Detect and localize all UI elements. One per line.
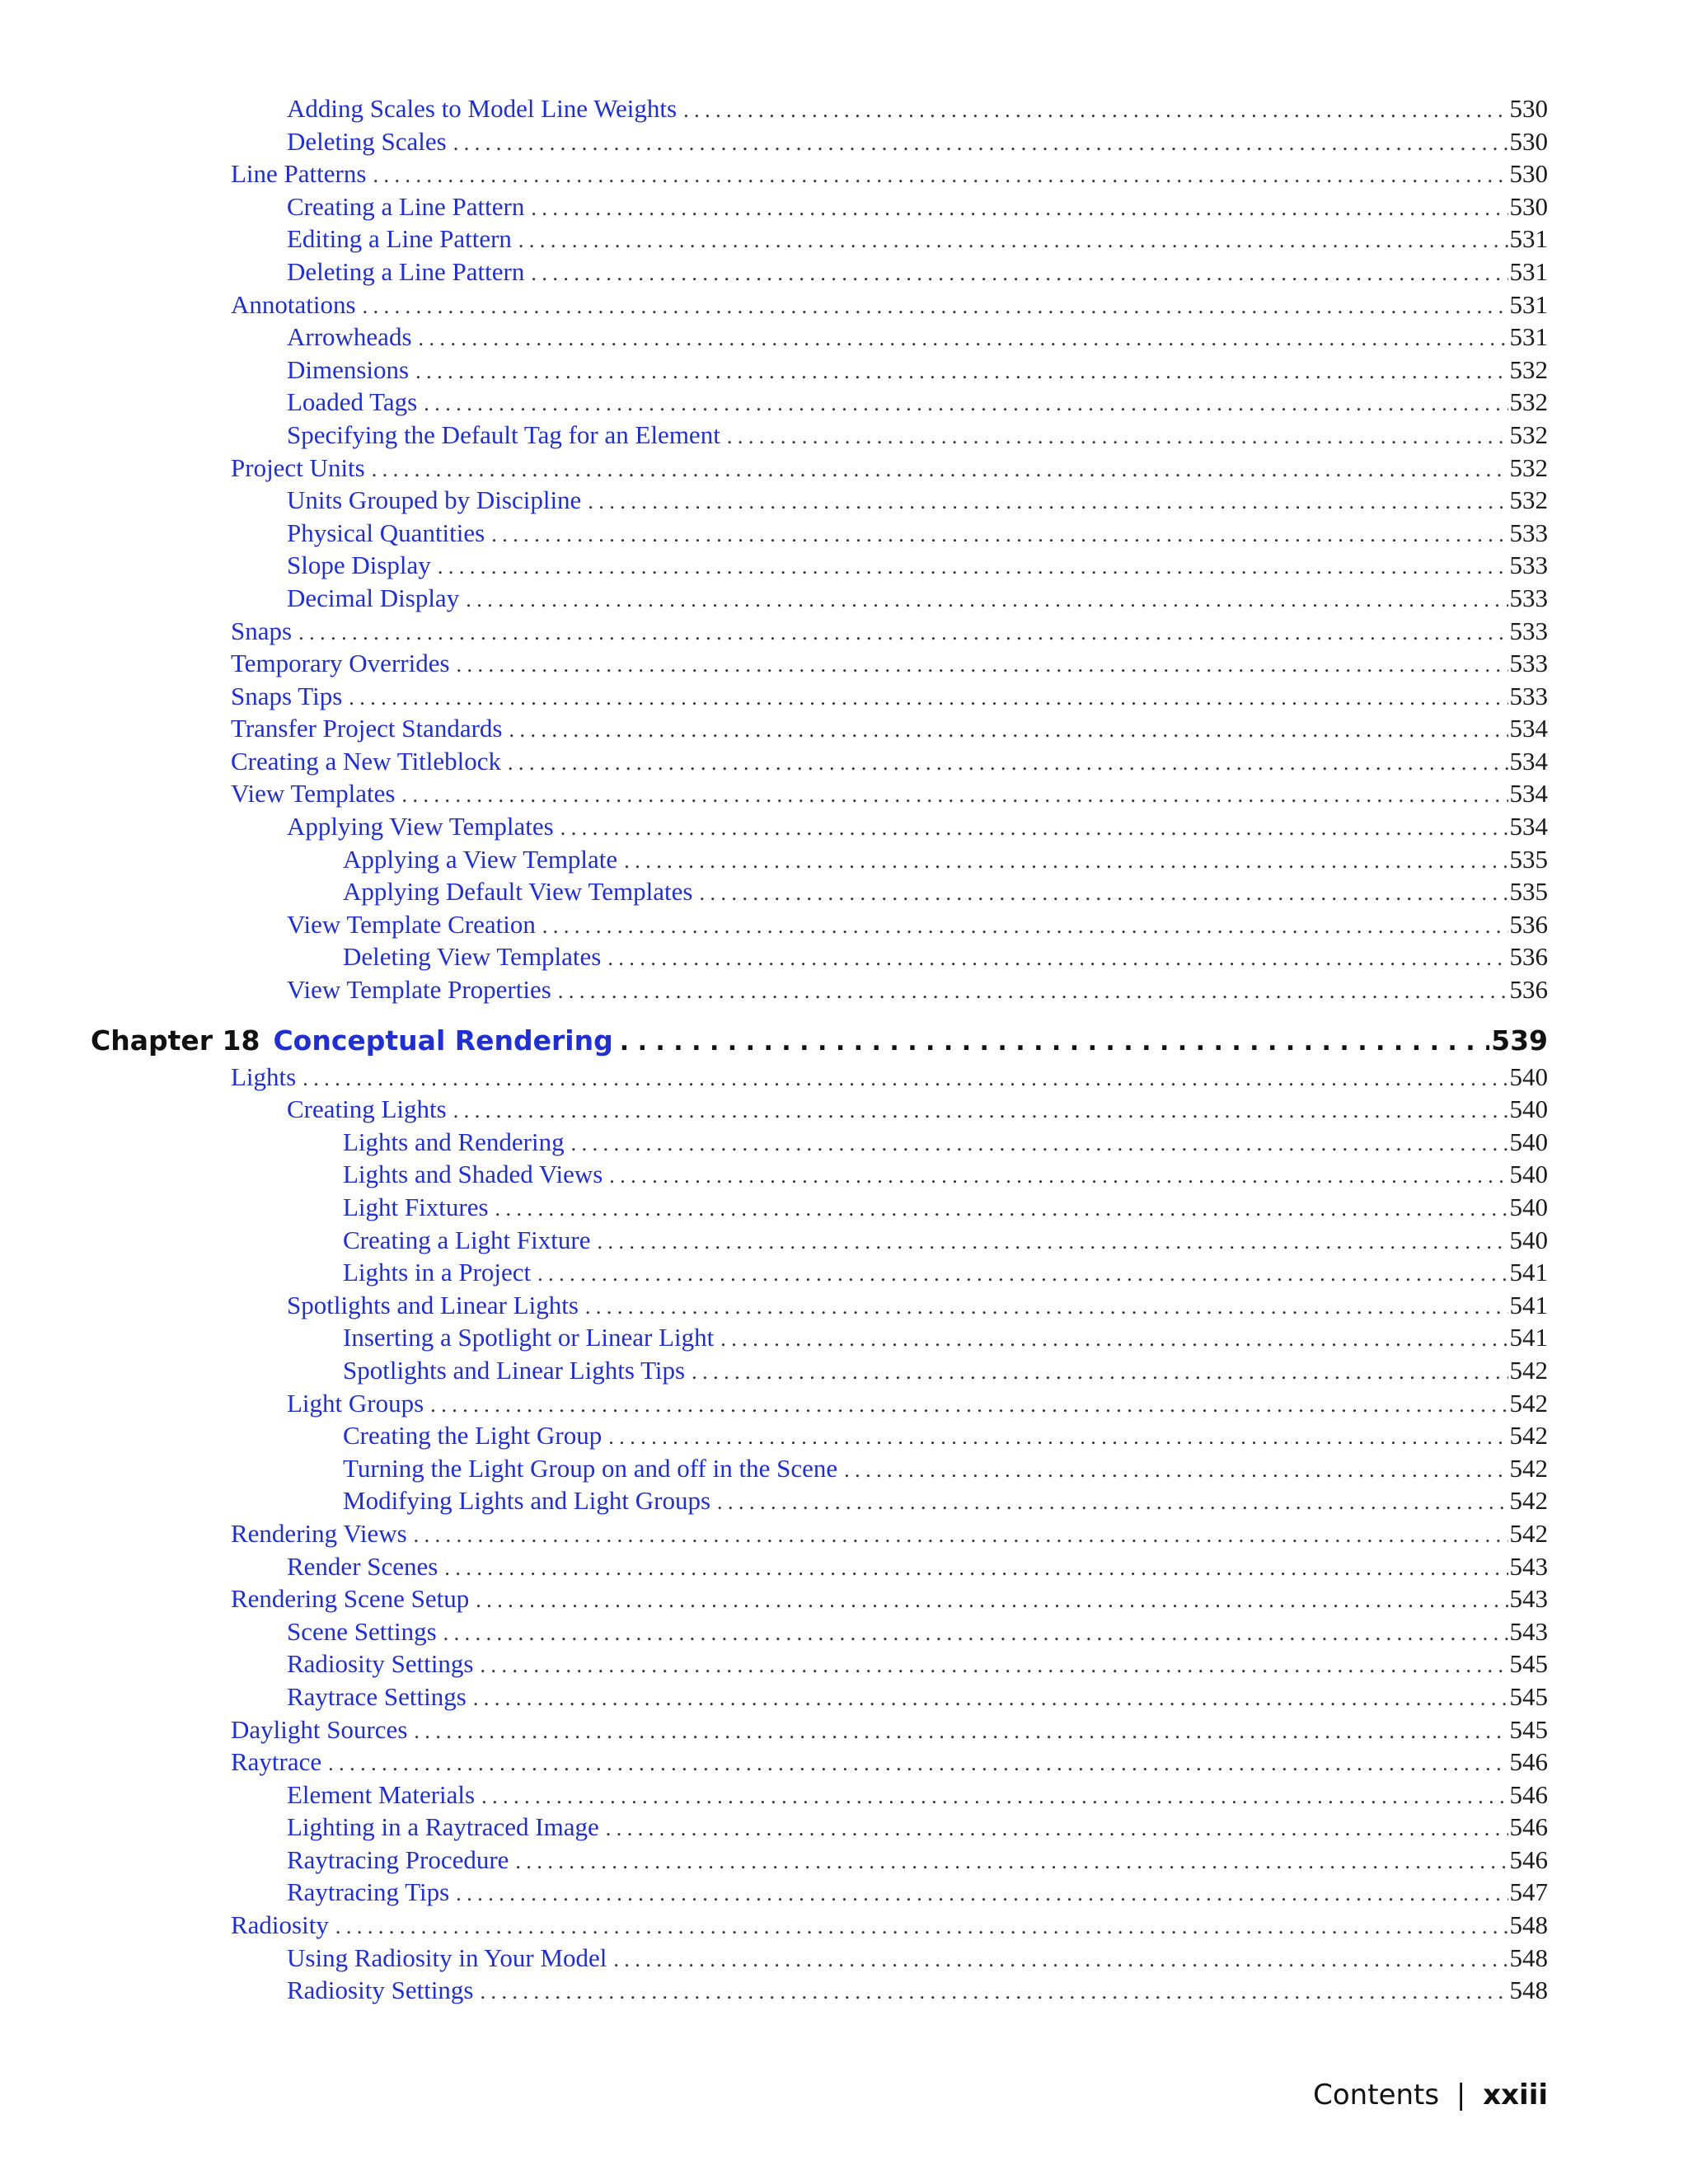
dot-leader	[328, 1751, 1507, 1776]
toc-entry-page-number: 546	[1509, 1779, 1548, 1809]
toc-entry-title-link[interactable]: View Template Properties	[287, 975, 551, 1005]
dot-leader	[508, 751, 1507, 776]
toc-entry-page-number: 541	[1509, 1290, 1548, 1319]
toc-entry[interactable]	[91, 1943, 1548, 1976]
toc-entry-title-link[interactable]: Turning the Light Group on and off in the Scene	[343, 1453, 838, 1483]
dot-leader	[624, 849, 1507, 874]
toc-entry-title-link[interactable]: Daylight Sources	[231, 1714, 408, 1744]
table-of-contents	[91, 94, 1548, 2008]
toc-entry[interactable]	[91, 975, 1548, 1008]
toc-entry-page-number: 532	[1509, 387, 1548, 417]
toc-entry-title-link[interactable]: Editing a Line Pattern	[287, 224, 512, 254]
toc-entry[interactable]	[91, 387, 1548, 420]
toc-entry-title-link[interactable]: Render Scenes	[287, 1551, 438, 1581]
dot-leader	[481, 1784, 1507, 1809]
toc-entry-page-number: 535	[1509, 877, 1548, 907]
toc-entry-title-link[interactable]: Deleting a Line Pattern	[287, 256, 525, 286]
toc-entries-before-chapter	[91, 94, 1548, 1008]
chapter-heading[interactable]	[91, 1024, 1548, 1061]
dot-leader	[558, 979, 1508, 1004]
toc-entry[interactable]	[91, 1519, 1548, 1552]
toc-entry-title-link[interactable]: Snaps Tips	[231, 681, 343, 710]
toc-entry[interactable]	[91, 1552, 1548, 1585]
toc-entry-title-link[interactable]: Scene Settings	[287, 1616, 437, 1646]
toc-entry[interactable]	[91, 1845, 1548, 1878]
dot-leader	[518, 228, 1508, 253]
toc-entry[interactable]	[91, 224, 1548, 257]
dot-leader	[585, 1295, 1508, 1319]
toc-entry[interactable]	[91, 1910, 1548, 1943]
dot-leader	[414, 1523, 1508, 1548]
toc-entry[interactable]	[91, 942, 1548, 975]
toc-entry[interactable]	[91, 1356, 1548, 1389]
toc-entry-page-number: 542	[1509, 1388, 1548, 1418]
footer-separator: |	[1456, 2079, 1466, 2111]
toc-entry-page-number: 530	[1509, 159, 1548, 189]
toc-entry[interactable]	[91, 1975, 1548, 2008]
dot-leader	[457, 653, 1508, 677]
toc-entry[interactable]	[91, 682, 1548, 715]
toc-entry-title-link[interactable]: Radiosity Settings	[287, 1975, 474, 2005]
dot-leader	[419, 326, 1508, 351]
toc-entry-page-number: 542	[1509, 1486, 1548, 1516]
toc-entry-page-number: 534	[1509, 714, 1548, 743]
toc-entry-title-link[interactable]: Decimal Display	[287, 583, 460, 612]
toc-entry-page-number: 541	[1509, 1323, 1548, 1352]
dot-leader	[373, 163, 1507, 188]
toc-entry-title-link[interactable]: Raytrace	[231, 1747, 322, 1777]
toc-entry-page-number: 540	[1509, 1127, 1548, 1156]
dot-leader	[844, 1458, 1507, 1483]
toc-entry[interactable]	[91, 616, 1548, 649]
toc-entry-title-link[interactable]: Element Materials	[287, 1779, 476, 1809]
toc-entry-title-link[interactable]: Transfer Project Standards	[231, 714, 503, 743]
toc-entry-page-number: 533	[1509, 518, 1548, 547]
toc-entry-title-link[interactable]: Rendering Scene Setup	[231, 1584, 470, 1614]
toc-entry-title-link[interactable]: Raytracing Procedure	[287, 1844, 509, 1874]
toc-entry[interactable]	[91, 1226, 1548, 1258]
toc-entry[interactable]	[91, 779, 1548, 812]
toc-entry-title-link[interactable]: Creating a Line Pattern	[287, 191, 525, 221]
dot-leader	[424, 391, 1507, 416]
toc-entry[interactable]	[91, 127, 1548, 160]
dot-leader	[430, 1393, 1507, 1418]
toc-entry-page-number: 546	[1509, 1844, 1548, 1874]
toc-entry-title-link[interactable]: Light Groups	[287, 1388, 424, 1418]
toc-entry[interactable]	[91, 453, 1548, 486]
toc-entry-title-link[interactable]: Applying View Templates	[287, 812, 554, 841]
toc-entry[interactable]	[91, 1780, 1548, 1813]
toc-entry-page-number: 548	[1509, 1910, 1548, 1940]
toc-entry[interactable]	[91, 257, 1548, 290]
toc-entry-title-link[interactable]: Raytracing Tips	[287, 1877, 450, 1907]
toc-entry[interactable]	[91, 1715, 1548, 1748]
toc-entry-title-link[interactable]: Dimensions	[287, 354, 410, 384]
toc-entry[interactable]	[91, 1160, 1548, 1193]
dot-leader	[443, 1621, 1508, 1646]
dot-leader	[692, 1360, 1507, 1385]
toc-entry-title-link[interactable]: Spotlights and Linear Lights Tips	[343, 1355, 686, 1385]
toc-entry[interactable]	[91, 1094, 1548, 1127]
toc-entry[interactable]	[91, 1486, 1548, 1519]
toc-entry-title-link[interactable]: Deleting Scales	[287, 126, 447, 156]
dot-leader	[481, 1980, 1508, 2004]
toc-entry-page-number: 542	[1509, 1453, 1548, 1483]
dot-leader	[727, 424, 1508, 449]
toc-entry[interactable]	[91, 910, 1548, 943]
toc-entry-page-number: 532	[1509, 452, 1548, 482]
dot-leader	[620, 1028, 1489, 1057]
dot-leader	[476, 1588, 1507, 1613]
toc-entry-page-number: 531	[1509, 256, 1548, 286]
dot-leader	[531, 261, 1507, 286]
dot-leader	[438, 555, 1508, 579]
dot-leader	[613, 1947, 1507, 1972]
dot-leader	[444, 1556, 1507, 1581]
toc-entry[interactable]	[91, 583, 1548, 616]
dot-leader	[609, 1164, 1507, 1188]
toc-entry[interactable]	[91, 1193, 1548, 1226]
toc-entry-page-number: 533	[1509, 616, 1548, 645]
dot-leader	[466, 588, 1507, 612]
toc-entry-page-number: 541	[1509, 1258, 1548, 1287]
toc-entry-title-link[interactable]: Arrowheads	[287, 322, 412, 352]
dot-leader	[537, 1262, 1507, 1286]
toc-entry-title-link[interactable]: Using Radiosity in Your Model	[287, 1943, 607, 1972]
dot-leader	[495, 1197, 1508, 1221]
toc-entry-page-number: 548	[1509, 1975, 1548, 2005]
dot-leader	[608, 1425, 1507, 1450]
toc-entry[interactable]	[91, 485, 1548, 518]
toc-entry-title-link[interactable]: Light Fixtures	[343, 1193, 489, 1221]
dot-leader	[531, 196, 1507, 221]
toc-entry-title-link[interactable]: Annotations	[231, 289, 356, 319]
toc-entry[interactable]	[91, 1812, 1548, 1845]
toc-entry-page-number: 540	[1509, 1193, 1548, 1221]
toc-entry-page-number: 543	[1509, 1616, 1548, 1646]
toc-entry[interactable]	[91, 1682, 1548, 1715]
dot-leader	[481, 1653, 1508, 1678]
toc-entry[interactable]	[91, 420, 1548, 453]
toc-entry[interactable]	[91, 192, 1548, 225]
toc-entry[interactable]	[91, 1291, 1548, 1324]
toc-entry-page-number: 532	[1509, 419, 1548, 449]
toc-entry-title-link[interactable]: Creating a New Titleblock	[231, 746, 502, 776]
toc-entry-page-number: 548	[1509, 1943, 1548, 1972]
toc-entry[interactable]	[91, 812, 1548, 845]
toc-entry[interactable]	[91, 1421, 1548, 1454]
toc-entry-page-number: 534	[1509, 812, 1548, 841]
toc-entry-page-number: 540	[1509, 1160, 1548, 1189]
toc-entry[interactable]	[91, 1877, 1548, 1910]
toc-entry-page-number: 533	[1509, 583, 1548, 612]
chapter-title-link[interactable]: Conceptual Rendering	[273, 1024, 613, 1057]
toc-entry-title-link[interactable]: Raytrace Settings	[287, 1681, 467, 1711]
toc-entry-title-link[interactable]: Lights and Shaded Views	[343, 1160, 603, 1189]
toc-entry-page-number: 535	[1509, 844, 1548, 874]
toc-entry[interactable]	[91, 1747, 1548, 1780]
toc-entry-page-number: 536	[1509, 909, 1548, 939]
toc-entry-title-link[interactable]: Line Patterns	[231, 159, 367, 189]
dot-leader	[588, 490, 1507, 514]
toc-entry-title-link[interactable]: Applying a View Template	[343, 844, 618, 874]
toc-entry-page-number: 545	[1509, 1681, 1548, 1711]
toc-entry-page-number: 540	[1509, 1062, 1548, 1091]
toc-entry-title-link[interactable]: Loaded Tags	[287, 387, 418, 417]
toc-entry[interactable]	[91, 1258, 1548, 1291]
dot-leader	[453, 131, 1508, 156]
toc-entry-title-link[interactable]: Project Units	[231, 452, 365, 482]
chapter-page-number: 539	[1491, 1024, 1548, 1057]
dot-leader	[298, 621, 1507, 645]
toc-entry-page-number: 531	[1509, 289, 1548, 319]
toc-entry-page-number: 531	[1509, 224, 1548, 254]
page-footer	[1313, 2079, 1548, 2111]
toc-entry-title-link[interactable]: Temporary Overrides	[231, 649, 450, 678]
toc-entry[interactable]	[91, 1617, 1548, 1650]
toc-entry[interactable]	[91, 845, 1548, 878]
toc-entry-title-link[interactable]: Applying Default View Templates	[343, 877, 693, 907]
toc-entry[interactable]	[91, 551, 1548, 583]
toc-entry-title-link[interactable]: Creating the Light Group	[343, 1421, 603, 1451]
toc-entry-page-number: 542	[1509, 1421, 1548, 1451]
dot-leader	[456, 1882, 1507, 1906]
dot-leader	[720, 1327, 1507, 1352]
toc-entry[interactable]	[91, 1649, 1548, 1682]
dot-leader	[401, 783, 1507, 808]
toc-entries-after-chapter	[91, 1062, 1548, 2008]
toc-entry-page-number: 540	[1509, 1225, 1548, 1254]
toc-entry-title-link[interactable]: Units Grouped by Discipline	[287, 485, 582, 515]
toc-entry[interactable]	[91, 1454, 1548, 1487]
toc-entry-page-number: 546	[1509, 1747, 1548, 1777]
toc-entry-page-number: 532	[1509, 485, 1548, 515]
toc-entry[interactable]	[91, 747, 1548, 780]
toc-entry[interactable]	[91, 1062, 1548, 1095]
toc-entry[interactable]	[91, 1323, 1548, 1356]
dot-leader	[542, 914, 1508, 939]
toc-entry-title-link[interactable]: Specifying the Default Tag for an Element	[287, 419, 720, 449]
toc-entry-title-link[interactable]: Physical Quantities	[287, 518, 485, 547]
dot-leader	[683, 98, 1507, 123]
dot-leader	[349, 686, 1507, 710]
toc-entry-title-link[interactable]: Lights and Rendering	[343, 1127, 565, 1156]
toc-entry-page-number: 530	[1509, 94, 1548, 123]
toc-entry-page-number: 543	[1509, 1551, 1548, 1581]
toc-entry-page-number: 532	[1509, 354, 1548, 384]
footer-section: Contents	[1313, 2079, 1440, 2111]
toc-entry[interactable]	[91, 290, 1548, 323]
toc-entry-title-link[interactable]: Deleting View Templates	[343, 942, 602, 972]
toc-entry-page-number: 545	[1509, 1714, 1548, 1744]
toc-entry-page-number: 540	[1509, 1094, 1548, 1124]
toc-entry-page-number: 545	[1509, 1649, 1548, 1679]
toc-entry-page-number: 536	[1509, 942, 1548, 972]
toc-entry-title-link[interactable]: Rendering Views	[231, 1518, 407, 1548]
dot-leader	[453, 1099, 1508, 1123]
dot-leader	[597, 1230, 1507, 1254]
footer-page-number: xxiii	[1483, 2079, 1548, 2111]
toc-entry-page-number: 533	[1509, 681, 1548, 710]
toc-entry-title-link[interactable]: Slope Display	[287, 551, 431, 580]
toc-entry[interactable]	[91, 714, 1548, 747]
toc-entry-title-link[interactable]: Creating Lights	[287, 1094, 447, 1124]
toc-entry[interactable]	[91, 355, 1548, 388]
dot-leader	[560, 816, 1508, 841]
toc-entry[interactable]	[91, 94, 1548, 127]
dot-leader	[606, 1816, 1508, 1841]
toc-entry[interactable]	[91, 518, 1548, 551]
dot-leader	[571, 1132, 1508, 1156]
dot-leader	[509, 718, 1507, 743]
dot-leader	[473, 1686, 1508, 1711]
toc-entry-title-link[interactable]: Radiosity Settings	[287, 1649, 474, 1679]
dot-leader	[335, 1915, 1508, 1939]
toc-entry[interactable]	[91, 1127, 1548, 1160]
toc-entry[interactable]	[91, 1389, 1548, 1422]
toc-entry-page-number: 536	[1509, 975, 1548, 1005]
chapter-label: Chapter 18	[91, 1024, 260, 1057]
toc-entry-title-link[interactable]: View Template Creation	[287, 909, 536, 939]
toc-entry-title-link[interactable]: Radiosity	[231, 1910, 329, 1940]
dot-leader	[515, 1849, 1507, 1874]
toc-entry-page-number: 534	[1509, 779, 1548, 808]
toc-entry-page-number: 547	[1509, 1877, 1548, 1907]
dot-leader	[415, 359, 1507, 384]
dot-leader	[717, 1490, 1507, 1515]
dot-leader	[607, 946, 1507, 971]
toc-entry[interactable]	[91, 322, 1548, 355]
toc-entry-page-number: 531	[1509, 322, 1548, 352]
toc-entry-page-number: 542	[1509, 1518, 1548, 1548]
dot-leader	[363, 294, 1508, 319]
toc-entry-title-link[interactable]: Modifying Lights and Light Groups	[343, 1486, 711, 1516]
toc-entry[interactable]	[91, 159, 1548, 192]
dot-leader	[414, 1719, 1507, 1744]
toc-entry-title-link[interactable]: Snaps	[231, 616, 293, 645]
toc-entry-page-number: 534	[1509, 746, 1548, 776]
dot-leader	[491, 523, 1507, 547]
toc-entry-title-link[interactable]: Lighting in a Raytraced Image	[287, 1812, 599, 1842]
toc-entry[interactable]	[91, 649, 1548, 682]
toc-entry-page-number: 533	[1509, 551, 1548, 580]
toc-entry[interactable]	[91, 877, 1548, 910]
toc-entry-page-number: 546	[1509, 1812, 1548, 1842]
dot-leader	[372, 457, 1508, 482]
dot-leader	[302, 1066, 1507, 1091]
toc-entry-title-link[interactable]: Creating a Light Fixture	[343, 1225, 591, 1254]
toc-entry-page-number: 530	[1509, 191, 1548, 221]
toc-entry-title-link[interactable]: View Templates	[231, 779, 396, 808]
toc-entry-title-link[interactable]: Inserting a Spotlight or Linear Light	[343, 1323, 715, 1352]
toc-entry-title-link[interactable]: Adding Scales to Model Line Weights	[287, 94, 678, 123]
toc-entry-page-number: 542	[1509, 1355, 1548, 1385]
toc-entry[interactable]	[91, 1584, 1548, 1617]
dot-leader	[699, 881, 1507, 906]
toc-entry-page-number: 533	[1509, 649, 1548, 678]
toc-entry-page-number: 530	[1509, 126, 1548, 156]
toc-entry-title-link[interactable]: Lights in a Project	[343, 1258, 532, 1287]
toc-entry-page-number: 543	[1509, 1584, 1548, 1614]
toc-entry-title-link[interactable]: Spotlights and Linear Lights	[287, 1290, 579, 1319]
toc-entry-title-link[interactable]: Lights	[231, 1062, 297, 1091]
